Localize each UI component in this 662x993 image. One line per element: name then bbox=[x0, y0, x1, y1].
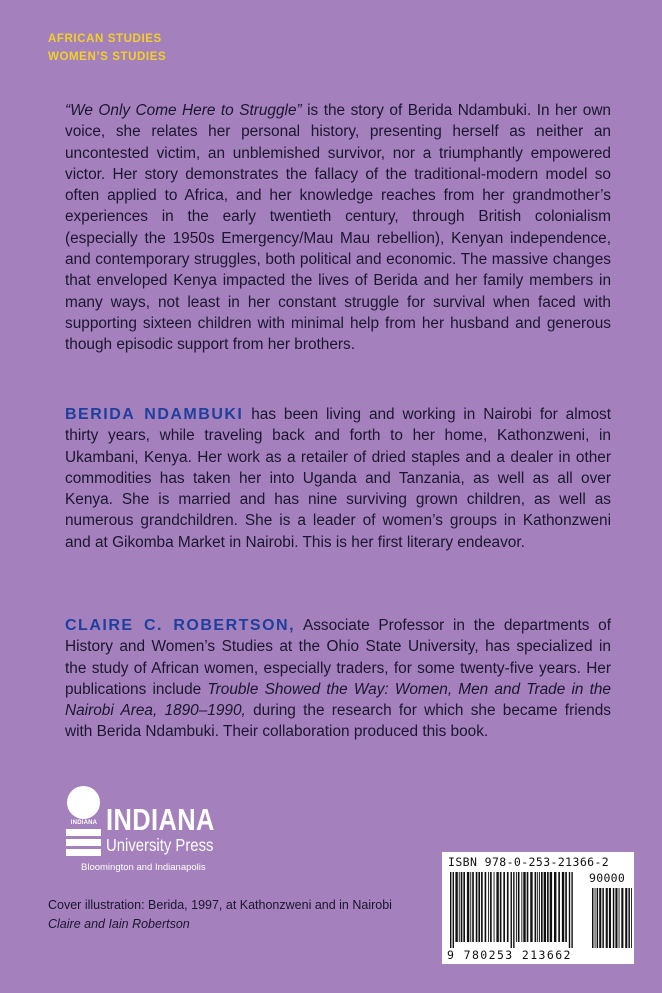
editor-name: CLAIRE C. ROBERTSON, bbox=[65, 617, 296, 634]
cover-illustration-credit: Cover illustration: Berida, 1997, at Kathonzweni and in Nairobi bbox=[48, 898, 392, 912]
cover-credit bbox=[48, 896, 392, 934]
author-name: BERIDA NDAMBUKI bbox=[65, 406, 244, 423]
publisher-subtitle: University Press bbox=[106, 835, 214, 855]
category-african-studies: AFRICAN STUDIES bbox=[48, 33, 162, 45]
photographer-credit: Claire and Iain Robertson bbox=[48, 917, 190, 931]
book-description bbox=[65, 100, 611, 356]
category-womens-studies: WOMEN’S STUDIES bbox=[48, 51, 167, 63]
publisher-cities: Bloomington and Indianapolis bbox=[81, 862, 206, 873]
emblem-text: INDIANA bbox=[70, 820, 98, 826]
editor-book-title: Trouble Showed the Way: Women, Men and Trade in the Nairobi Area, 1890–1990, bbox=[65, 680, 611, 720]
editor-bio-text-2: during the research for which she became friends with Berida Ndambuki. Their collaboration produced this book. bbox=[65, 702, 611, 741]
publisher-emblem-icon bbox=[66, 786, 102, 862]
isbn-barcode bbox=[442, 852, 634, 964]
price-code: 90000 bbox=[589, 871, 626, 885]
isbn-number: ISBN 978-0-253-21366-2 bbox=[448, 855, 610, 869]
author-bio bbox=[65, 404, 611, 553]
editor-bio-text-1: Associate Professor in the departments of History and Women’s Studies at the Ohio State University, has specialized in the study of African women, especially traders, for some twenty-five years. Her publications include bbox=[65, 617, 611, 698]
editor-bio bbox=[65, 615, 611, 743]
book-title: “We Only Come Here to Struggle” bbox=[65, 102, 302, 119]
author-bio-text: has been living and working in Nairobi for almost thirty years, while traveling back and forth to her home, Kathonzweni, in Ukambani, Kenya. Her work as a retailer of dried staples and a dealer in other commodities has taken her into Uganda and Tanzania, as well as all over Kenya. She is married and has nine surviving grown children, as well as numerous grandchildren. She is a leader of women’s groups in Kathonzweni and at Gikomba Market in Nairobi. This is her first literary endeavor. bbox=[65, 406, 611, 551]
ean-digits: 9 780253 213662 bbox=[447, 948, 572, 962]
subject-categories bbox=[48, 30, 166, 66]
publisher-name: INDIANA bbox=[106, 802, 215, 837]
publisher-logo bbox=[66, 786, 246, 882]
description-text: is the story of Berida Ndambuki. In her own voice, she relates her personal history, presenting herself as neither an uncontested victim, an unblemished survivor, nor a triumphantly empowered victor. Her story demonstrates the fallacy of the traditional-modern model so often applied to Africa, and her knowledge reaches from her grandmother’s experiences in the early twentieth century, through British colonialism (especially the 1950s Emergency/Mau Mau rebellion), Kenyan independence, and contemporary struggles, both political and economic. The massive changes that enveloped Kenya impacted the lives of Berida and her family members in many ways, not least in her constant struggle for survival when faced with supporting sixteen children with minimal help from her husband and generous though episodic support from her brothers. bbox=[65, 102, 611, 354]
